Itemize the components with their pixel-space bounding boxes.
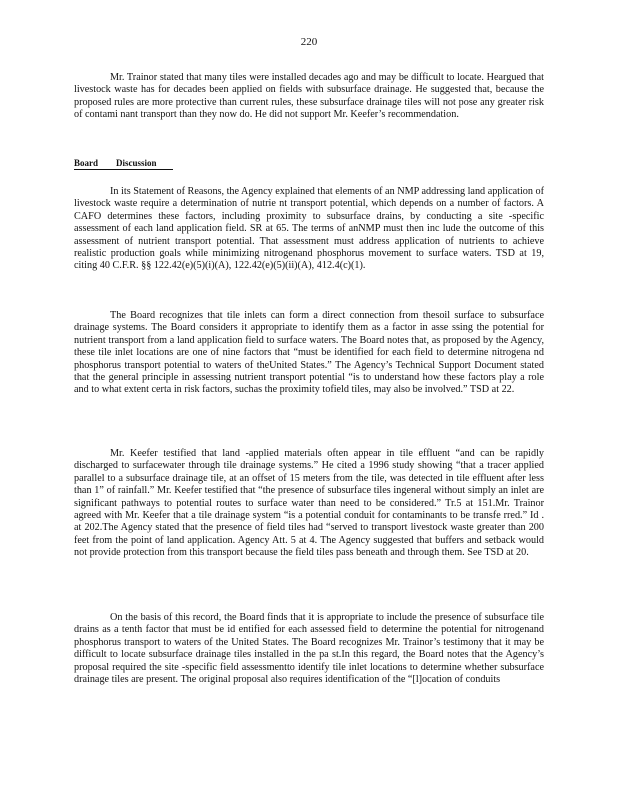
- page-number: 220: [300, 36, 318, 48]
- section-heading-word-1: Board: [74, 158, 99, 168]
- section-heading: [74, 158, 173, 170]
- paragraph-statement-of-reasons: In its Statement of Reasons, the Agency explained that elements of an NMP addressing land application of livestock waste require a determination of nutrie nt transport potential, which depends on a number of factors. A CAFO determines these factors, including proximity to subsurface drains, by conducting a site -specific assessment of each land application field. SR at 65. The terms of anNMP must then inc lude the outcome of this assessment of nutrient transport potential. That assessment must address application of nutrients to achieve realistic production goals while minimizing nitrogenand phosphorus movement to surface waters. TSD at 19, citing 40 C.F.R. §§ 122.42(e)(5)(i)(A), 122.42(e)(5)(ii)(A), 412.4(c)(1).: [74, 186, 544, 272]
- paragraph-board-findings: On the basis of this record, the Board finds that it is appropriate to include the presence of subsurface tile drains as a tenth factor that must be id entified for each assessed field to determine the potential for nitrogenand phosphorus transport to waters of the United States. The Board recognizes Mr. Trainor’s testimony that it may be difficult to locate subsurface drainage tiles installed in the pa st.In this regard, the Board notes that the Agency’s proposal required the site -specific field assessmentto identify tile inlet locations to determine whether subsurface drainage tiles are present. The original proposal also requires identification of the “[l]ocation of conduits: [74, 612, 544, 686]
- paragraph-board-recognizes: The Board recognizes that tile inlets can form a direct connection from thesoil surface to subsurface drainage systems. The Board considers it appropriate to identify them as a factor in asse ssing the potential for nutrient transport from a land application field to surface waters. The Board notes that, as proposed by the Agency, these tile inlet locations are one of nine factors that “must be identified for each field to determine nitrogena nd phosphorus transport potential to waters of theUnited States.” The Agency’s Technical Support Document stated that the general principle in assessing nutrient transport potential “is to understand how these factors play a role and to what extent certa in risk factors, suchas the proximity tofield tiles, may also be involved.” TSD at 22.: [74, 310, 544, 396]
- section-heading-word-2: Discussion: [116, 158, 157, 168]
- paragraph-keefer-testimony: Mr. Keefer testified that land -applied materials often appear in tile effluent “and can be rapidly discharged to surfacewater through tile drainage systems.” He cited a 1996 study showing “that a tracer applied parallel to a subsurface drainage tile, at an offset of 15 meters from the tile, was detected in tile effluent after less than 1” of rainfall.” Mr. Keefer testified that “the presence of subsurface tiles ingeneral without simply an inlet are significant pathways to potential routes to surface water than need to be considered.” Tr.5 at 151.Mr. Trainor agreed with Mr. Keefer that a tile drainage system “is a potential conduit for contaminants to be transfe rred.” Id . at 202.The Agency stated that the presence of field tiles had “served to transport livestock waste greater than 200 feet from the point of land application. Agency Att. 5 at 4. The Agency suggested that buffers and setback would not provide protection from this transport because the field tiles pass beneath and through them. See TSD at 20.: [74, 448, 544, 559]
- paragraph-trainor-testimony: Mr. Trainor stated that many tiles were installed decades ago and may be difficult to locate. Heargued that livestock waste has for decades been applied on fields with subsurface drainage. He suggested that, because the proposed rules are more protective than current rules, these subsurface drainage tiles will not pose any greater risk of contami nant transport than they now do. He did not support Mr. Keefer’s recommendation.: [74, 72, 544, 121]
